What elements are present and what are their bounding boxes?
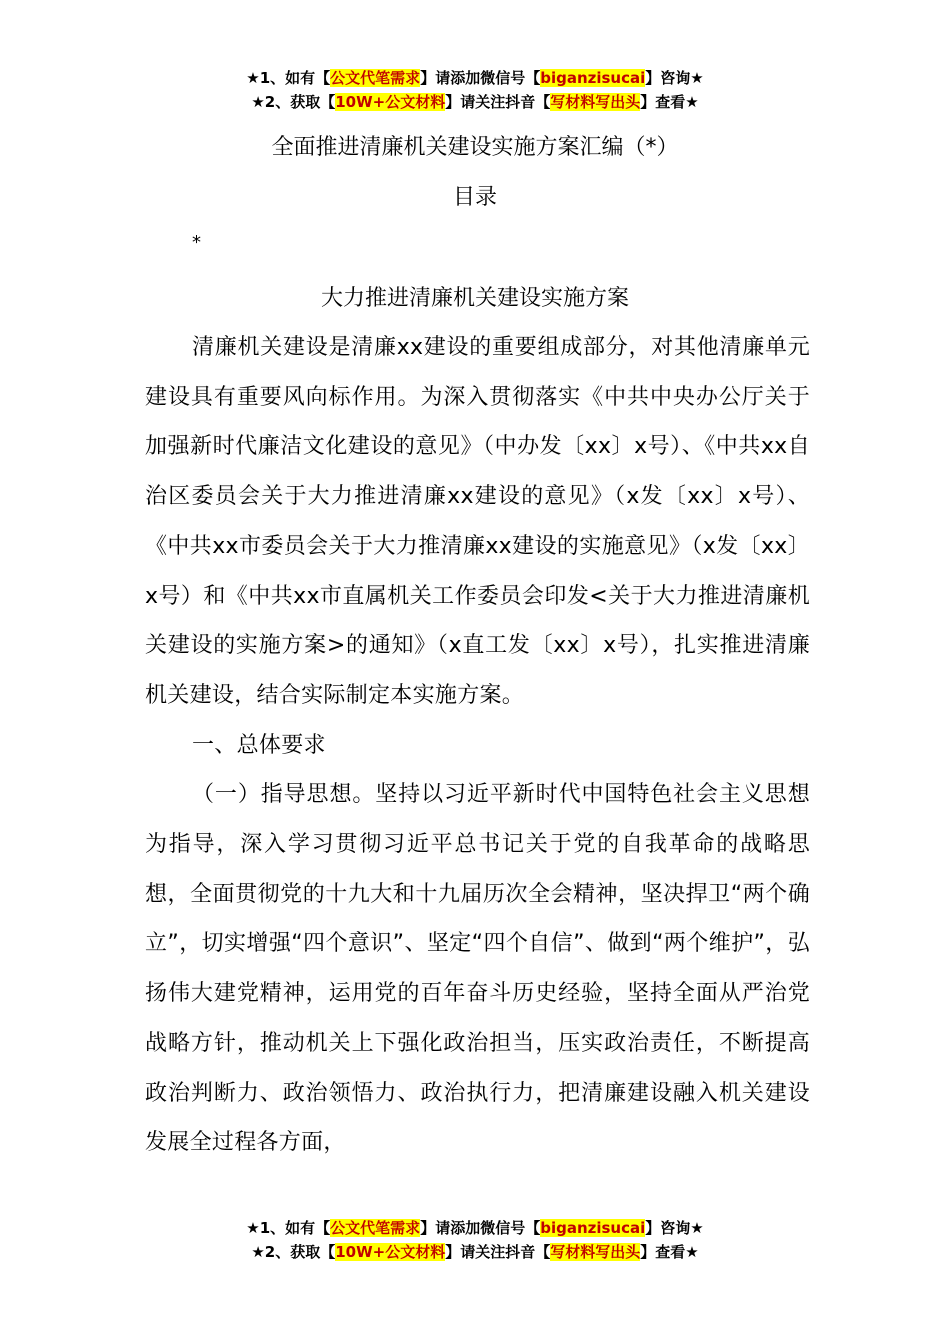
section-heading: 一、总体要求 — [192, 732, 326, 758]
toc-item: * — [192, 232, 201, 253]
promo-highlight: 10W+公文材料 — [335, 1243, 446, 1261]
promo-highlight: 10W+公文材料 — [335, 93, 446, 111]
promo-text: 】请添加微信号【 — [420, 1219, 541, 1237]
promo-line-1 — [0, 66, 950, 90]
promo-banner-top — [0, 66, 950, 114]
promo-banner-bottom — [0, 1216, 950, 1264]
body-paragraph: （一）指导思想。坚持以习近平新时代中国特色社会主义思想为指导，深入学习贯彻习近平总书记关于党的自我革命的战略思想，全面贯彻党的十九大和十九届历次全会精神，坚决捍卫“两个确立”，切实增强“四个意识”、坚定“四个自信”、做到“两个维护”，弘扬伟大建党精神，运用党的百年奋斗历史经验，坚持全面从严治党战略方针，推动机关上下强化政治担当，压实政治责任，不断提高政治判断力、政治领悟力、政治执行力，把清廉建设融入机关建设发展全过程各方面， — [145, 782, 810, 1156]
promo-highlight: 写材料写出头 — [550, 93, 641, 111]
promo-highlight: 公文代笔需求 — [330, 1219, 421, 1237]
section-subtitle: 大力推进清廉机关建设实施方案 — [320, 286, 629, 311]
promo-highlight: 公文代笔需求 — [330, 69, 421, 87]
promo-highlight: biganzisucai — [540, 69, 646, 87]
promo-line-1 — [0, 1216, 950, 1240]
promo-text: ★1、如有【 — [246, 1219, 331, 1237]
promo-line-2 — [0, 1240, 950, 1264]
promo-text: 】查看★ — [640, 1243, 699, 1261]
promo-text: ★2、获取【 — [251, 93, 336, 111]
promo-text: 】查看★ — [640, 93, 699, 111]
promo-text: 】请关注抖音【 — [445, 1243, 551, 1261]
promo-highlight: biganzisucai — [540, 1219, 646, 1237]
promo-text: 】咨询★ — [645, 69, 704, 87]
promo-text: ★2、获取【 — [251, 1243, 336, 1261]
document-title: 全面推进清廉机关建设实施方案汇编（*） — [271, 135, 679, 160]
document-body — [145, 323, 810, 1168]
promo-text: ★1、如有【 — [246, 69, 331, 87]
promo-highlight: 写材料写出头 — [550, 1243, 641, 1261]
toc-heading: 目录 — [452, 185, 497, 210]
body-paragraph: 清廉机关建设是清廉xx建设的重要组成部分，对其他清廉单元建设具有重要风向标作用。为深入贯彻落实《中共中央办公厅关于加强新时代廉洁文化建设的意见》（中办发〔xx〕x号）、《中共xx自治区委员会关于大力推进清廉xx建设的意见》（x发〔xx〕x号）、《中共xx市委员会关于大力推清廉xx建设的实施意见》（x发〔xx〕x号）和《中共xx市直属机关工作委员会印发<关于大力推进清廉机关建设的实施方案>的通知》（x直工发〔xx〕x号），扎实推进清廉机关建设，结合实际制定本实施方案。 — [145, 335, 811, 708]
promo-text: 】请添加微信号【 — [420, 69, 541, 87]
promo-line-2 — [0, 90, 950, 114]
promo-text: 】请关注抖音【 — [445, 93, 551, 111]
promo-text: 】咨询★ — [645, 1219, 704, 1237]
